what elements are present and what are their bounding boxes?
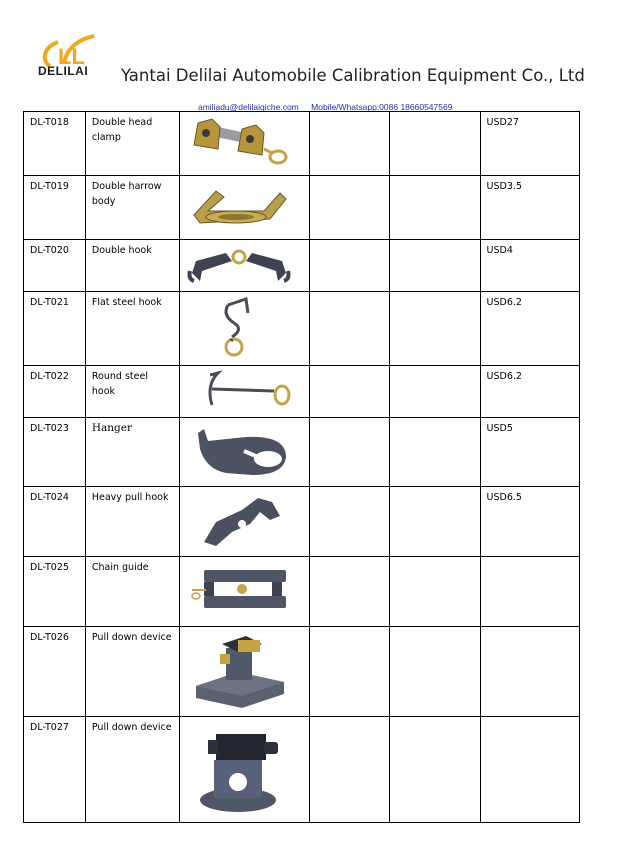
flat-steel-hook-icon [186,295,292,361]
hanger-icon [186,421,292,481]
product-code: DL-T025 [24,557,86,627]
product-image-cell [180,418,310,487]
double-harrow-body-icon [186,179,292,235]
product-name: Flat steel hook [85,292,179,366]
product-code: DL-T024 [24,487,86,557]
product-name: Double harrow body [85,176,179,240]
product-price: USD27 [480,112,579,176]
product-price: USD6.5 [480,487,579,557]
product-price: USD3.5 [480,176,579,240]
heavy-pull-hook-icon [186,490,292,552]
product-image-cell [180,240,310,292]
table-row [24,112,580,176]
table-row [24,418,580,487]
product-code: DL-T023 [24,418,86,487]
product-image-cell [180,627,310,717]
product-code: DL-T018 [24,112,86,176]
table-row [24,366,580,418]
product-code: DL-T026 [24,627,86,717]
product-table [23,111,580,823]
svg-text:LL: LL [58,44,85,69]
product-name: Pull down device [85,627,179,717]
product-price: USD6.2 [480,292,579,366]
product-code: DL-T027 [24,717,86,823]
product-name: Heavy pull hook [85,487,179,557]
table-row [24,717,580,823]
table-row [24,557,580,627]
table-row [24,176,580,240]
product-price [480,627,579,717]
product-price [480,557,579,627]
product-code: DL-T020 [24,240,86,292]
product-image-cell [180,366,310,418]
pull-down-device-icon [186,630,292,712]
product-name: Double head clamp [85,112,179,176]
table-row [24,292,580,366]
double-hook-icon [186,243,292,287]
product-price: USD6.2 [480,366,579,418]
table-row [24,240,580,292]
product-code: DL-T019 [24,176,86,240]
table-row [24,487,580,557]
product-image-cell [180,292,310,366]
contact-phone: Mobile/Whatsapp:0086 18660547569 [311,102,453,112]
product-name: Pull down device [85,717,179,823]
contact-email: amiliadu@delilaiqiche.com [198,102,299,112]
company-name: Yantai Delilai Automobile Calibration Equipment Co., Ltd [121,66,585,85]
product-code: DL-T022 [24,366,86,418]
brand-wordmark: DELILAI [38,64,89,78]
product-name: Double hook [85,240,179,292]
product-name: Round steel hook [85,366,179,418]
product-image-cell [180,557,310,627]
product-code: DL-T021 [24,292,86,366]
product-price [480,717,579,823]
round-steel-hook-icon [186,369,292,413]
pull-down-device-icon [186,720,292,818]
double-head-clamp-icon [186,115,292,171]
product-image-cell [180,717,310,823]
chain-guide-icon [186,560,292,622]
product-price: USD5 [480,418,579,487]
product-name: Chain guide [85,557,179,627]
product-price: USD4 [480,240,579,292]
table-row [24,627,580,717]
product-image-cell [180,487,310,557]
product-name: Hanger [85,418,179,487]
product-image-cell [180,112,310,176]
product-image-cell [180,176,310,240]
